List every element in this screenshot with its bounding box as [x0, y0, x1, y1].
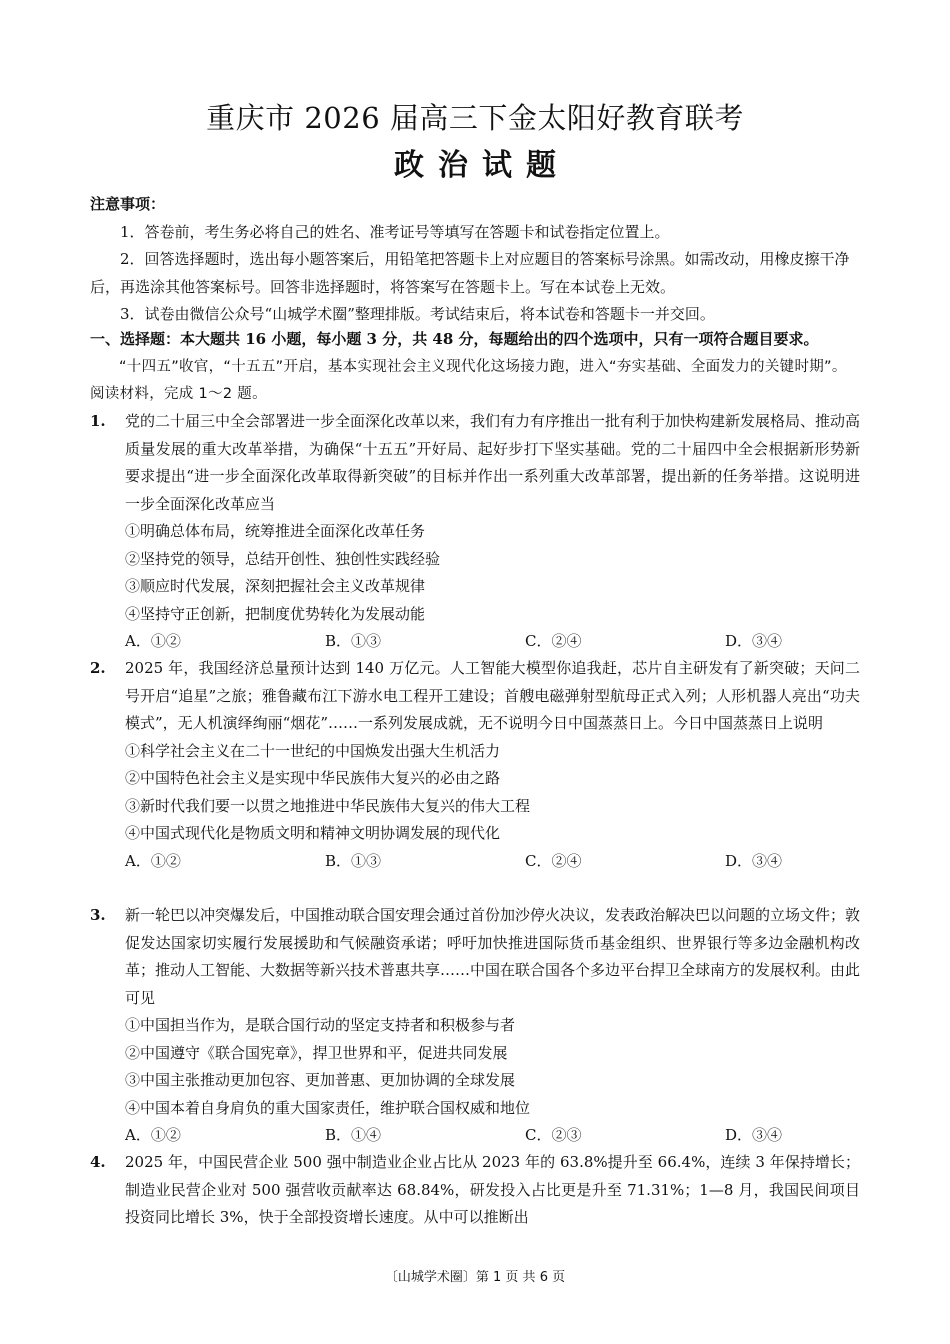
question-number: 2.	[90, 659, 106, 677]
statement-option: ②中国遵守《联合国宪章》，捍卫世界和平，促进共同发展	[125, 1043, 508, 1062]
choice-c: C．②④	[525, 851, 582, 870]
question-stem: 2025 年，我国经济总量预计达到 140 万亿元。人工智能大模型你追我赶，芯片自主研发有了新突破；天问二号开启“追星”之旅；雅鲁藏布江下游水电工程开工建设；首艘电磁弹射型航母正式入列；人形机器人亮出“功夫模式”，无人机演绎绚丽“烟花”……一系列发展成就，无不说明今日中国蒸蒸日上。今日中国蒸蒸日上说明	[125, 659, 860, 732]
choice-d: D．③④	[725, 1126, 783, 1144]
statement-option: ④中国本着自身肩负的重大国家责任，维护联合国权威和地位	[125, 1098, 531, 1117]
choice-a: A．①②	[125, 632, 181, 650]
section-heading: 一、选择题：本大题共 16 小题，每小题 3 分，共 48 分，每题给出的四个选项中，只有一项符合题目要求。	[90, 330, 819, 348]
page-footer: 〔山城学术圈〕第 1 页 共 6 页	[384, 1270, 566, 1285]
question-4	[90, 1149, 860, 1232]
question-number: 4.	[90, 1153, 106, 1171]
notice-item-1: 1．答卷前，考生务必将自己的姓名、准考证号等填写在答题卡和试卷指定位置上。	[120, 222, 670, 241]
question-3	[90, 902, 860, 1150]
statement-option: ③新时代我们要一以贯之地推进中华民族伟大复兴的伟大工程	[125, 796, 531, 815]
statement-option: ①明确总体布局，统筹推进全面深化改革任务	[125, 522, 426, 540]
answer-choices	[125, 848, 860, 876]
statement-option: ②坚持党的领导，总结开创性、独创性实践经验	[125, 549, 441, 568]
choice-c: C．②③	[525, 1126, 582, 1144]
question-2	[90, 655, 860, 875]
choice-a: A．①②	[125, 1126, 181, 1144]
choice-a: A．①②	[125, 851, 181, 870]
choice-b: B．①③	[325, 632, 382, 650]
choice-d: D．③④	[725, 851, 783, 870]
notice-block	[90, 191, 860, 329]
question-stem: 2025 年，中国民营企业 500 强中制造业企业占比从 2023 年的 63.8%提升至 66.4%，连续 3 年保持增长；制造业民营企业对 500 强营收贡献率达 68.84%，研发投入占比更是升至 71.31%；1—8 月，我国民间项目投资同比增长 3%，快于全部投资增长速度。从中可以推断出	[125, 1153, 860, 1226]
statement-option: ④坚持守正创新，把制度优势转化为发展动能	[125, 604, 426, 623]
choice-c: C．②④	[525, 632, 582, 650]
exam-title: 重庆市 2026 届高三下金太阳好教育联考	[206, 101, 744, 135]
choice-b: B．①④	[325, 1126, 382, 1144]
notice-item-2: 2．回答选择题时，选出每小题答案后，用铅笔把答题卡上对应题目的答案标号涂黑。如需改动，用橡皮擦干净后，再选涂其他答案标号。回答非选择题时，将答案写在答题卡上。写在本试卷上无效。	[90, 250, 850, 296]
question-1	[90, 408, 860, 656]
section-intro: “十四五”收官，“十五五”开启，基本实现社会主义现代化这场接力跑，进入“夯实基础、全面发力的关键时期”。阅读材料，完成 1～2 题。	[90, 359, 847, 402]
statement-option: ②中国特色社会主义是实现中华民族伟大复兴的必由之路	[125, 769, 501, 787]
question-number: 1.	[90, 412, 106, 430]
answer-choices	[125, 1122, 860, 1150]
answer-choices	[125, 628, 860, 656]
statement-option: ①中国担当作为，是联合国行动的坚定支持者和积极参与者	[125, 1016, 516, 1034]
statement-option: ①科学社会主义在二十一世纪的中国焕发出强大生机活力	[125, 741, 501, 760]
statement-option: ④中国式现代化是物质文明和精神文明协调发展的现代化	[125, 824, 501, 842]
statement-option: ③中国主张推动更加包容、更加普惠、更加协调的全球发展	[125, 1071, 516, 1089]
choice-b: B．①③	[325, 851, 382, 870]
question-number: 3.	[90, 906, 106, 924]
notice-heading: 注意事项：	[90, 195, 166, 213]
statement-option: ③顺应时代发展，深刻把握社会主义改革规律	[125, 577, 426, 595]
choice-d: D．③④	[725, 632, 783, 650]
question-stem: 党的二十届三中全会部署进一步全面深化改革以来，我们有力有序推出一批有利于加快构建新发展格局、推动高质量发展的重大改革举措，为确保“十五五”开好局、起好步打下坚实基础。党的二十届四中全会根据新形势新要求提出“进一步全面深化改革取得新突破”的目标并作出一系列重大改革部署，提出新的任务举措。这说明进一步全面深化改革应当	[125, 412, 861, 513]
exam-subtitle: 政治试题	[394, 148, 570, 183]
notice-item-3: 3．试卷由微信公众号“山城学术圈”整理排版。考试结束后，将本试卷和答题卡一并交回。	[120, 305, 715, 323]
question-stem: 新一轮巴以冲突爆发后，中国推动联合国安理会通过首份加沙停火决议，发表政治解决巴以问题的立场文件；敦促发达国家切实履行发展援助和气候融资承诺；呼吁加快推进国际货币基金组织、世界银行等多边金融机构改革；推动人工智能、大数据等新兴技术普惠共享……中国在联合国各个多边平台捍卫全球南方的发展权利。由此可见	[125, 906, 861, 1007]
